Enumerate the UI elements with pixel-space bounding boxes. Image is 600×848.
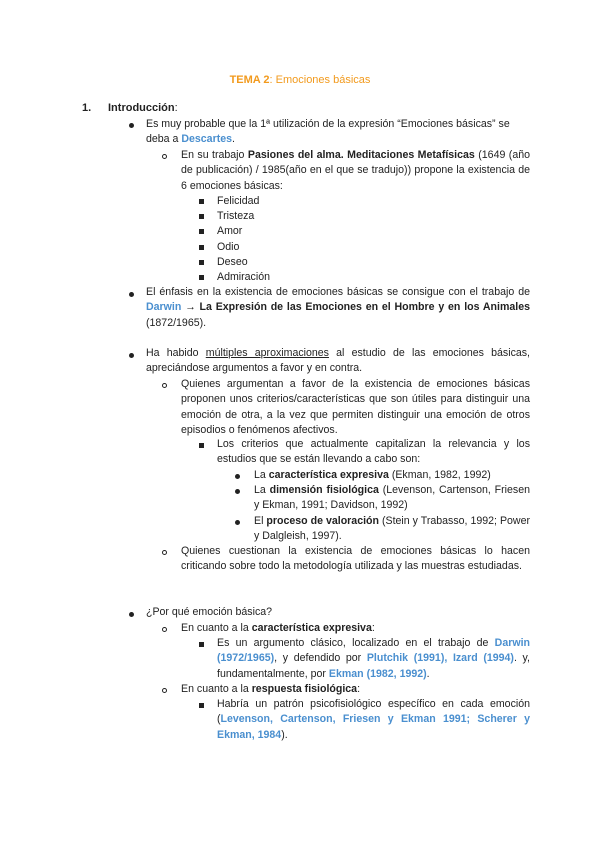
bullet-square (199, 214, 204, 219)
bullet-dot (129, 123, 134, 128)
title-label: TEMA 2 (229, 74, 270, 86)
criterion-post: (Ekman, 1982, 1992) (388, 469, 491, 481)
criterion-bold: proceso de valoración (266, 515, 379, 527)
bullet-square (199, 260, 204, 265)
b4a-bold: característica expresiva (251, 622, 372, 634)
darwin-link[interactable]: Darwin (146, 301, 182, 314)
descartes-link[interactable]: Descartes (181, 133, 233, 146)
b2-post: (1872/1965). (146, 316, 207, 329)
bullet-descartes (146, 117, 530, 148)
bullet-square (199, 199, 204, 204)
bullet-dot (129, 353, 134, 358)
bullet-pasiones (181, 148, 530, 194)
b3-post: al estudio de las emociones básicas, apreciándose argumentos a favor y en contra. (146, 347, 530, 375)
b4a-post: : (371, 622, 375, 634)
page-title (0, 73, 600, 88)
bullet-expresiva (181, 621, 375, 636)
b4a1-end: . (426, 667, 430, 680)
section-heading (108, 101, 178, 116)
criterion-item (254, 468, 530, 483)
emotion-item: Admiración (217, 271, 270, 283)
bullet-square (199, 443, 204, 448)
bullet-circle (162, 383, 167, 388)
bullet-square (199, 245, 204, 250)
bullet-dot (129, 292, 134, 297)
b1a-post: (1649 (año de publicación) / 1985(año en el que se tradujo)) propone la existencia de 6 emociones básicas: (181, 149, 531, 192)
criterion-post: (Levenson, Cartenson, Friesen y Ekman, 1991; Davidson, 1992) (254, 484, 531, 512)
b2-bold: La Expresión de las Emociones en el Hombre y en los Animales (199, 301, 531, 314)
bullet-circle (162, 154, 167, 159)
bullet-square (199, 703, 204, 708)
criterion-post: (Stein y Trabasso, 1992; Power y Dalgleish, 1997). (254, 515, 530, 543)
bullet-dot (129, 612, 134, 617)
b1-text: Es muy probable que la 1ª utilización de la expresión “Emociones básicas” se deba a (146, 118, 510, 146)
b4b1-end: ). (281, 728, 288, 741)
criterion-pre: El (254, 515, 267, 527)
b4a-pre: En cuanto a la (181, 622, 252, 634)
section-number: 1. (82, 102, 92, 114)
b4b-bold: respuesta fisiológica (251, 683, 358, 695)
b4a1-mid1: , y defendido por (274, 652, 367, 665)
b2-pre: El énfasis en la existencia de emociones básicas se consigue con el trabajo de (146, 286, 530, 298)
emotion-item: Tristeza (217, 210, 255, 222)
criterion-item (254, 514, 530, 545)
section-heading-colon: : (174, 102, 178, 114)
b4a1-mid2: . y, fundamentalmente, por (217, 652, 531, 680)
b3-pre: Ha habido (146, 347, 206, 359)
emotion-item: Deseo (217, 256, 248, 268)
bullet-por-que: ¿Por qué emoción básica? (146, 606, 273, 618)
criterion-bold: dimensión fisiológica (269, 484, 379, 496)
bullet-criterios: Los criterios que actualmente capitalizan la relevancia y los estudios que se están llevando a cabo son: (217, 438, 530, 466)
plutchik-izard-link[interactable]: Plutchik (1991), Izard (1994) (366, 652, 514, 665)
bullet-a-favor: Quienes argumentan a favor de la existencia de emociones básicas proponen unos criterios/características que son útiles para distinguir una emoción de otra, a la vez que permiten distinguir una emoción de otros episodios o fenómenos afectivos. (181, 378, 530, 436)
b2-arrow: → (181, 301, 200, 314)
emotion-item: Amor (217, 225, 243, 237)
bullet-square (199, 229, 204, 234)
b4b-post: : (357, 683, 361, 695)
bullet-en-contra: Quienes cuestionan la existencia de emociones básicas lo hacen criticando sobre todo la metodología utilizada y las muestras estudiadas. (181, 545, 530, 573)
bullet-darwin (146, 285, 530, 331)
bullet-circle (162, 627, 167, 632)
bullet-dot (235, 474, 240, 479)
bullet-circle (162, 688, 167, 693)
section-heading-text: Introducción (108, 102, 175, 114)
bullet-square (199, 642, 204, 647)
bullet-dot (235, 489, 240, 494)
criterion-bold: característica expresiva (268, 469, 389, 481)
b1-end: . (232, 133, 235, 146)
emotion-item: Felicidad (217, 195, 260, 207)
criterion-item (254, 483, 530, 514)
criterion-pre: La (254, 484, 270, 496)
bullet-dot (235, 520, 240, 525)
b1a-pre: En su trabajo (181, 149, 248, 161)
title-rest: : Emociones básicas (269, 74, 371, 86)
levenson-link[interactable]: Levenson, Cartenson, Friesen y Ekman 1991; Scherer y Ekman, 1984 (217, 713, 530, 741)
emotion-item: Odio (217, 241, 240, 253)
criterion-pre: La (254, 469, 269, 481)
b4b1-pre: Habría un patrón psicofisiológico específico en cada emoción ( (217, 698, 530, 726)
darwin-ref-link[interactable]: Darwin (1972/1965) (217, 637, 530, 665)
ekman-link[interactable]: Ekman (1982, 1992) (328, 667, 427, 680)
bullet-square (199, 275, 204, 280)
bullet-circle (162, 550, 167, 555)
b4b-pre: En cuanto a la (181, 683, 252, 695)
b4a1-pre: Es un argumento clásico, localizado en el trabajo de (217, 637, 495, 649)
bullet-patron (217, 697, 530, 743)
b1a-bold: Pasiones del alma. Meditaciones Metafísicas (247, 149, 475, 161)
bullet-aproximaciones (146, 346, 530, 377)
bullet-argumento-clasico (217, 636, 530, 682)
b3-underline: múltiples aproximaciones (205, 347, 329, 359)
bullet-fisiologica (181, 682, 360, 697)
